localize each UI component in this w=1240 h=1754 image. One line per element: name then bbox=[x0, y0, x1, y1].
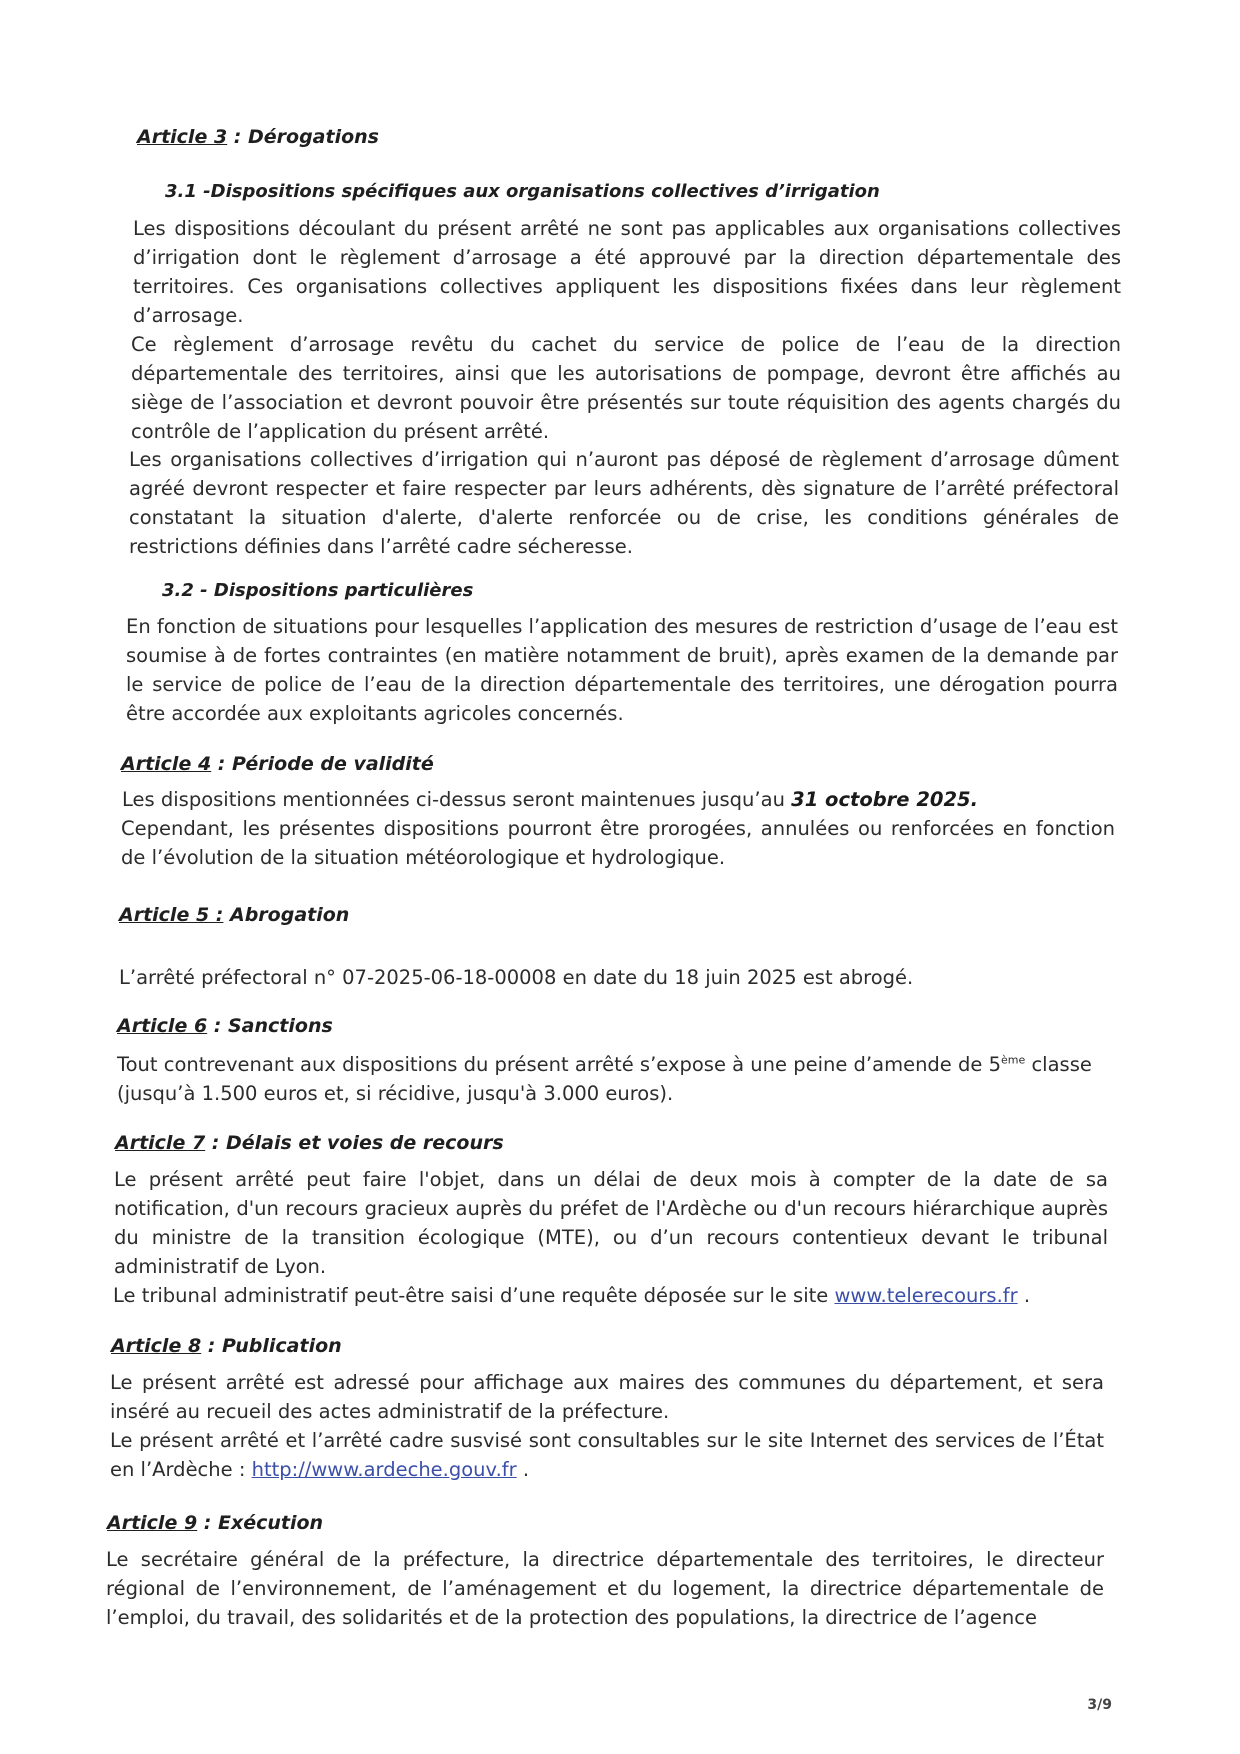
article-5-number: Article 5 : bbox=[119, 904, 224, 926]
article-8-paragraph-2 bbox=[110, 1426, 1104, 1484]
article-4-number: Article 4 bbox=[121, 753, 212, 775]
article-4-paragraph-2: Cependant, les présentes dispositions pourront être prorogées, annulées ou renforcées en fonction de l’évolution de la situation météorologique et hydrologique. bbox=[121, 817, 1115, 869]
article-6-text-end: classe (jusqu’à 1.500 euros et, si récidive, jusqu'à 3.000 euros). bbox=[117, 1053, 1092, 1105]
page-number: 3/9 bbox=[1087, 1697, 1112, 1713]
article-5-heading bbox=[119, 904, 349, 926]
article-7-paragraph-1: Le présent arrêté peut faire l'objet, dans un délai de deux mois à compter de la date de sa notification, d'un recours gracieux auprès du préfet de l'Ardèche ou d'un recours hiérarchique auprès du ministre de la transition écologique (MTE), ou d’un recours contentieux devant le tribunal administratif de Lyon. bbox=[114, 1168, 1108, 1278]
article-9-paragraph-1: Le secrétaire général de la préfecture, la directrice départementale des territoires, le directeur régional de l’environnement, de l’aménagement et du logement, la directrice départementale de l’emploi, du travail, des solidarités et de la protection des populations, la directrice de l’agence bbox=[106, 1548, 1104, 1629]
article-8-paragraph-1: Le présent arrêté est adressé pour affichage aux maires des communes du département, et sera inséré au recueil des actes administratif de la préfecture. bbox=[110, 1371, 1104, 1423]
article-8-title: : Publication bbox=[201, 1335, 342, 1357]
article-4-end-date: 31 octobre 2025. bbox=[791, 788, 978, 811]
article-4-text: Les dispositions mentionnées ci-dessus seront maintenues jusqu’au bbox=[122, 788, 792, 811]
article-4-paragraph-1 bbox=[122, 785, 1122, 814]
article-8-number: Article 8 bbox=[111, 1335, 202, 1357]
article-7-title: : Délais et voies de recours bbox=[205, 1132, 504, 1154]
article-6-heading bbox=[117, 1015, 333, 1037]
article-8-text: Le présent arrêté et l’arrêté cadre susvisé sont consultables sur le site Internet des services de l’État en l’Ardèche : bbox=[110, 1429, 1104, 1481]
article-6-paragraph-1 bbox=[117, 1050, 1117, 1108]
article-4-title: : Période de validité bbox=[211, 753, 434, 775]
article-7-number: Article 7 bbox=[115, 1132, 206, 1154]
article-5-title: Abrogation bbox=[223, 904, 350, 926]
section-3-1-title: 3.1 -Dispositions spécifiques aux organisations collectives d’irrigation bbox=[165, 181, 880, 202]
article-7-heading bbox=[115, 1132, 504, 1154]
article-4-heading bbox=[121, 753, 434, 775]
article-7-text-end: . bbox=[1017, 1284, 1031, 1307]
section-3-1-paragraph-2: Ce règlement d’arrosage revêtu du cachet du service de police de l’eau de la direction départementale des territoires, ainsi que les autorisations de pompage, devront être affichés au siège de l’association et devront pouvoir être présentés sur toute réquisition des agents chargés du contrôle de l’application du présent arrêté. bbox=[131, 333, 1121, 443]
article-8-heading bbox=[111, 1335, 342, 1357]
section-3-2-paragraph-1: En fonction de situations pour lesquelles l’application des mesures de restriction d’usage de l’eau est soumise à de fortes contraintes (en matière notamment de bruit), après examen de la demande par le service de police de l’eau de la direction départementale des territoires, une dérogation pourra être accordée aux exploitants agricoles concernés. bbox=[126, 615, 1118, 725]
article-6-superscript: ème bbox=[1000, 1053, 1026, 1067]
article-3-heading bbox=[137, 126, 379, 148]
article-3-title: : Dérogations bbox=[227, 126, 379, 148]
section-3-1-paragraph-3: Les organisations collectives d’irrigation qui n’auront pas déposé de règlement d’arrosage dûment agréé devront respecter et faire respecter par leurs adhérents, dès signature de l’arrêté préfectoral constatant la situation d'alerte, d'alerte renforcée ou de crise, les conditions générales de restrictions définies dans l’arrêté cadre sécheresse. bbox=[129, 448, 1119, 558]
telerecours-link[interactable]: www.telerecours.fr bbox=[834, 1284, 1018, 1307]
article-7-text: Le tribunal administratif peut-être saisi d’une requête déposée sur le site bbox=[113, 1284, 835, 1307]
article-9-number: Article 9 bbox=[107, 1512, 198, 1534]
section-3-1-paragraph-1: Les dispositions découlant du présent arrêté ne sont pas applicables aux organisations collectives d’irrigation dont le règlement d’arrosage a été approuvé par la direction départementale des territoires. Ces organisations collectives appliquent les dispositions fixées dans leur règlement d’arrosage. bbox=[133, 217, 1121, 327]
article-8-text-end: . bbox=[516, 1458, 530, 1481]
article-6-title: : Sanctions bbox=[207, 1015, 333, 1037]
article-6-number: Article 6 bbox=[117, 1015, 208, 1037]
article-6-text: Tout contrevenant aux dispositions du présent arrêté s’expose à une peine d’amende de 5 bbox=[117, 1053, 1001, 1076]
ardeche-gouv-link[interactable]: http://www.ardeche.gouv.fr bbox=[251, 1458, 517, 1481]
article-9-heading bbox=[107, 1512, 323, 1534]
article-5-paragraph-1: L’arrêté préfectoral n° 07-2025-06-18-00008 en date du 18 juin 2025 est abrogé. bbox=[119, 966, 914, 989]
article-9-title: : Exécution bbox=[197, 1512, 324, 1534]
article-3-number: Article 3 bbox=[137, 126, 228, 148]
article-7-paragraph-2 bbox=[113, 1281, 1113, 1310]
section-3-2-title: 3.2 - Dispositions particulières bbox=[162, 580, 474, 601]
